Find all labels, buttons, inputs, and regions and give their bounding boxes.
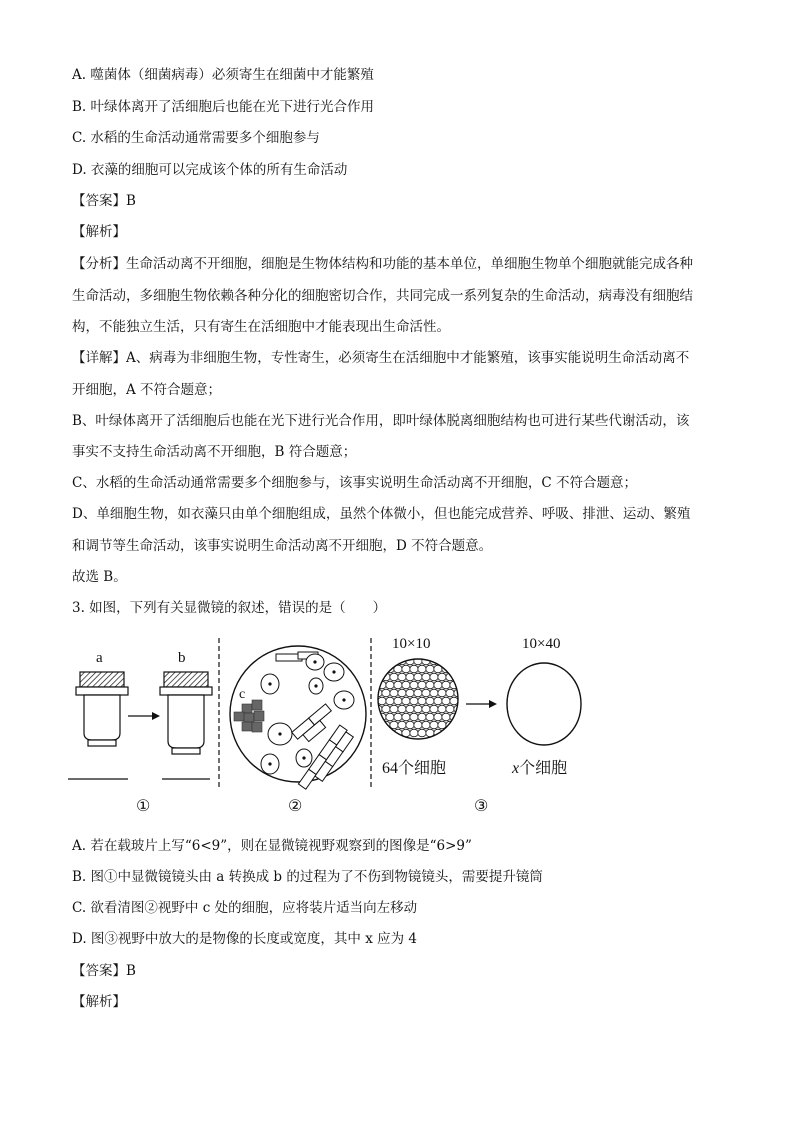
cell-shape	[418, 665, 426, 673]
cell-shape	[378, 665, 386, 673]
cell-shape	[430, 705, 438, 713]
cell-shape	[446, 705, 454, 713]
cell-shape	[454, 673, 462, 681]
cell-shape	[434, 697, 442, 705]
field-of-view-high-mag	[507, 663, 581, 745]
q2-analysis-label: 【解析】	[72, 224, 126, 240]
q2-analysis-line: C、水稻的生命活动通常需要多个细胞参与，该事实说明生命活动离不开细胞，C 不符合题意；	[72, 475, 637, 491]
cell-shape	[422, 673, 430, 681]
q2-analysis-line: 构，不能独立生活，只有寄生在活细胞中才能表现出生命活性。	[72, 319, 450, 335]
cell-shape	[442, 665, 450, 673]
cell-shape	[458, 713, 466, 721]
cell-shape	[442, 697, 450, 705]
q2-option-d: D. 衣藻的细胞可以完成该个体的所有生命活动	[72, 162, 348, 178]
cell-shape	[402, 681, 410, 689]
q3-option-d: D. 图③视野中放大的是物像的长度或宽度，其中 x 应为 4	[72, 931, 418, 947]
field-of-view-panel-2	[230, 646, 366, 794]
cell-shape	[414, 673, 422, 681]
cell-shape	[394, 713, 402, 721]
cell-shape	[434, 681, 442, 689]
cell-shape	[414, 689, 422, 697]
cell-shape	[426, 681, 434, 689]
magnification-low: 10×10	[392, 636, 431, 652]
cell-shape	[410, 713, 418, 721]
cell-shape	[382, 657, 390, 665]
cell-shape	[426, 665, 434, 673]
cell-shape	[398, 673, 406, 681]
cell-shape	[406, 721, 414, 729]
objective-lens-a-icon	[68, 672, 128, 779]
cell-shape	[410, 697, 418, 705]
cell-shape	[442, 713, 450, 721]
cell-shape	[446, 689, 454, 697]
cell-shape	[390, 673, 398, 681]
cell-shape	[438, 657, 446, 665]
cell-count-high: x个细胞	[512, 760, 568, 777]
cell-shape	[438, 705, 446, 713]
cell-shape	[418, 681, 426, 689]
panel-label-3: ③	[474, 798, 489, 815]
cell-shape	[406, 673, 414, 681]
q2-conclusion: 故选 B。	[72, 569, 127, 585]
cell-shape	[414, 705, 422, 713]
q2-option-b: B. 叶绿体离开了活细胞后也能在光下进行光合作用	[72, 99, 375, 115]
q3-answer: 【答案】B	[72, 963, 136, 979]
q2-analysis-line: 和调节等生命活动，该事实说明生命活动离不开细胞，D 不符合题意。	[72, 538, 493, 554]
cell-shape	[398, 689, 406, 697]
label-a: a	[96, 650, 103, 666]
q2-analysis-line: 生命活动，多细胞生物依赖各种分化的细胞密切合作，共同完成一系列复杂的生命活动，病毒没有细胞结	[72, 288, 693, 304]
q3-analysis-label: 【解析】	[72, 994, 126, 1010]
q2-analysis-line: D、单细胞生物，如衣藻只由单个细胞组成，虽然个体微小，但也能完成营养、呼吸、排泄、运动、繁殖	[72, 506, 691, 522]
q3-stem: 3. 如图，下列有关显微镜的叙述，错误的是（ ）	[72, 600, 387, 616]
cell-count-low: 64个细胞	[382, 760, 447, 777]
cell-shape	[398, 721, 406, 729]
cell-shape	[454, 657, 462, 665]
cell-shape	[450, 729, 458, 737]
cell-shape	[446, 657, 454, 665]
cell-shape	[430, 673, 438, 681]
cell-shape	[382, 689, 390, 697]
panel-label-1: ①	[136, 798, 151, 815]
cell-shape	[450, 697, 458, 705]
cell-shape	[426, 713, 434, 721]
microscope-figure	[66, 628, 596, 818]
label-c: c	[239, 687, 246, 702]
cell-shape	[394, 697, 402, 705]
objective-lens-b-icon	[160, 672, 212, 779]
cell-shape	[390, 705, 398, 713]
q2-analysis-line: 【详解】A、病毒为非细胞生物，专性寄生，必须寄生在活细胞中才能繁殖，该事实能说明生命活动离不	[72, 350, 690, 366]
cell-shape	[382, 705, 390, 713]
panel-label-2: ②	[288, 798, 303, 815]
cell-shape	[402, 697, 410, 705]
cell-shape	[454, 721, 462, 729]
arrow-right-icon	[466, 700, 497, 708]
q2-option-c: C. 水稻的生命活动通常需要多个细胞参与	[72, 130, 320, 146]
cell-shape	[402, 665, 410, 673]
cell-shape	[458, 729, 466, 737]
q2-answer: 【答案】B	[72, 193, 136, 209]
cell-shape	[374, 657, 382, 665]
cell-shape	[458, 681, 466, 689]
cell-shape	[430, 721, 438, 729]
cell-shape	[418, 713, 426, 721]
q2-analysis-line: 开细胞，A 不符合题意；	[72, 382, 222, 398]
cell-shape	[390, 689, 398, 697]
cell-shape	[426, 697, 434, 705]
cell-shape	[386, 697, 394, 705]
cell-shape	[374, 673, 382, 681]
q2-analysis-line: 事实不支持生命活动离不开细胞，B 符合题意；	[72, 444, 357, 460]
q3-option-c: C. 欲看清图②视野中 c 处的细胞，应将装片适当向左移动	[72, 900, 418, 916]
cell-shape	[374, 721, 382, 729]
cell-shape	[378, 729, 386, 737]
cell-shape	[422, 721, 430, 729]
cell-shape	[406, 689, 414, 697]
cell-shape	[442, 681, 450, 689]
arrow-right-icon	[128, 712, 160, 720]
cell-shape	[422, 705, 430, 713]
q2-option-a: A. 噬菌体（细菌病毒）必须寄生在细菌中才能繁殖	[72, 67, 374, 83]
q2-analysis-line: B、叶绿体离开了活细胞后也能在光下进行光合作用，即叶绿体脱离细胞结构也可进行某些代谢活动，该	[72, 413, 690, 429]
cell-shape	[410, 665, 418, 673]
cell-shape	[410, 729, 418, 737]
cell-shape	[386, 713, 394, 721]
q3-option-b: B. 图①中显微镜镜头由 a 转换成 b 的过程为了不伤到物镜镜头，需要提升镜筒	[72, 869, 543, 885]
cell-shape	[394, 681, 402, 689]
cell-shape	[410, 681, 418, 689]
q2-analysis-line: 【分析】生命活动离不开细胞，细胞是生物体结构和功能的基本单位，单细胞生物单个细胞就能完成各种	[72, 256, 693, 272]
cell-shape	[398, 705, 406, 713]
cell-shape	[418, 697, 426, 705]
cell-shape	[438, 673, 446, 681]
cell-shape	[418, 729, 426, 737]
magnification-high: 10×40	[522, 636, 561, 652]
cell-shape	[386, 665, 394, 673]
cell-shape	[450, 665, 458, 673]
cell-shape	[458, 665, 466, 673]
cell-shape	[430, 689, 438, 697]
cell-shape	[414, 721, 422, 729]
q3-option-a: A. 若在载玻片上写“6<9”，则在显微镜视野观察到的图像是“6>9”	[72, 838, 472, 854]
cell-shape	[434, 713, 442, 721]
cell-shape	[386, 681, 394, 689]
field-of-view-low-mag	[374, 657, 466, 739]
cell-shape	[438, 689, 446, 697]
cell-shape	[458, 697, 466, 705]
cell-shape	[406, 705, 414, 713]
cell-shape	[390, 657, 398, 665]
label-b: b	[178, 650, 186, 666]
cell-shape	[378, 697, 386, 705]
cell-shape	[422, 689, 430, 697]
cell-shape	[402, 713, 410, 721]
